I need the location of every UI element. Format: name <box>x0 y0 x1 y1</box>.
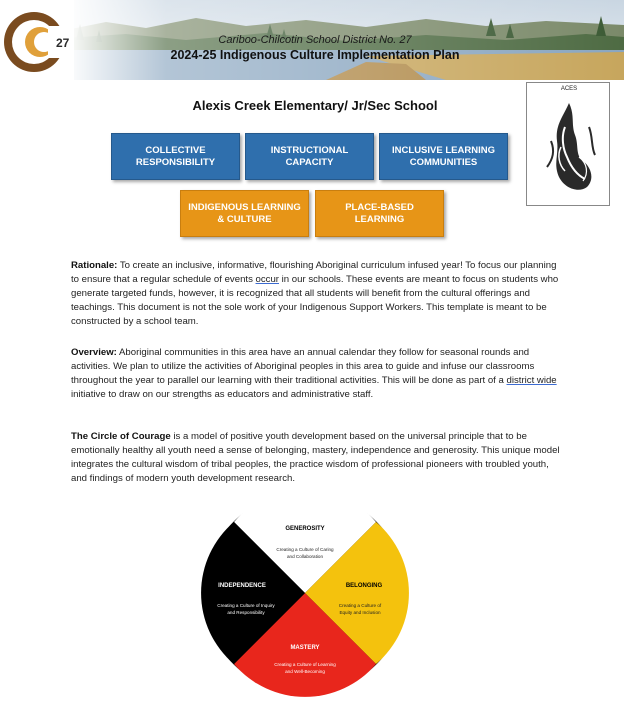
aces-label: ACES <box>560 86 578 92</box>
pillar-inclusive-learning-communities <box>379 133 508 180</box>
belonging-title: BELONGING <box>345 583 383 589</box>
rationale-text-end: in our schools. These events are meant to focus on students who generate targeted funds, however, it is recognized that all students will benefit from the cultural offerings and teachings. This document is not the sole work of your Indigenous Support Workers. This template is meant to be constructed by a school team. <box>71 274 559 327</box>
pillar-place-based-learning <box>315 190 444 237</box>
pillar-collective-responsibility <box>111 133 240 180</box>
pillar-instructional-capacity <box>245 133 374 180</box>
pillar-line: INSTRUCTIONAL <box>270 144 349 156</box>
overview-paragraph <box>71 346 565 402</box>
rationale-heading: Rationale: <box>71 260 118 271</box>
mastery-desc-2: and Well-Becoming <box>285 669 325 674</box>
generosity-desc-2: and Collaboration <box>286 554 324 559</box>
generosity-title: GENEROSITY <box>285 526 325 532</box>
rationale-paragraph <box>71 259 565 329</box>
overview-text: Aboriginal communities in this area have an annual calendar they follow for seasonal rounds and activities. We plan to utilize the activities of Aboriginal peoples in this area to guide and infuse our classrooms throughout the year to parallel our learning with their traditional activities. This will be done as part of a <box>71 347 535 386</box>
circle-heading: The Circle of Courage <box>71 431 171 442</box>
belonging-desc-2: Equity and Inclusion <box>339 610 381 615</box>
circle-text: is a model of positive youth development based on the universal principle that to be emotionally healthy all youth need a sense of belonging, mastery, independence and generosity. This unique model integrates the cultural wisdom of tribal peoples, the practice wisdom of professional pioneers with troubled youth, and findings of modern youth development research. <box>71 431 560 484</box>
overview-heading: Overview: <box>71 347 117 358</box>
plan-title: 2024-25 Indigenous Culture Implementation Plan <box>170 48 460 62</box>
rationale-underlined: occur <box>255 274 279 285</box>
pillar-line: INCLUSIVE LEARNING <box>392 144 495 156</box>
circle-paragraph <box>71 430 565 486</box>
pillar-line: & CULTURE <box>217 213 272 225</box>
aces-logo-box <box>526 82 610 206</box>
feather-flame-icon <box>535 97 603 201</box>
overview-underlined: district wide <box>506 375 557 386</box>
district-logo <box>0 0 74 80</box>
pillar-line: PLACE-BASED <box>345 201 414 213</box>
belonging-desc-1: Creating a Culture of <box>338 603 382 608</box>
mastery-desc-1: Creating a Culture of Learning <box>274 662 336 667</box>
pillar-indigenous-learning-culture <box>180 190 309 237</box>
pillar-line: COMMUNITIES <box>409 156 478 168</box>
pillar-line: RESPONSIBILITY <box>135 156 216 168</box>
header-banner <box>0 0 624 80</box>
pillar-line: LEARNING <box>354 213 405 225</box>
generosity-desc-1: Creating a Culture of Caring <box>276 547 334 552</box>
pillar-line: COLLECTIVE <box>145 144 206 156</box>
independence-desc-1: Creating a Culture of Inquiry <box>217 603 275 608</box>
mastery-title: MASTERY <box>290 645 320 651</box>
district-name: Cariboo-Chilcotin School District No. 27 <box>218 34 412 46</box>
rationale-text: To create an inclusive, informative, flourishing Aboriginal curriculum infused year! To focus our planning to ensure that a regular schedule of events <box>71 260 557 285</box>
pillar-line: INDIGENOUS LEARNING <box>188 201 301 213</box>
independence-desc-2: and Responsibility <box>227 610 265 615</box>
logo-number: 27 <box>56 36 70 50</box>
school-name: Alexis Creek Elementary/ Jr/Sec School <box>192 98 438 113</box>
independence-title: INDEPENDENCE <box>218 583 266 589</box>
circle-of-courage-wheel <box>200 488 410 698</box>
overview-text-end: initiative to draw on our strengths as educators and administrative staff. <box>71 389 374 400</box>
pillar-line: CAPACITY <box>285 156 334 168</box>
